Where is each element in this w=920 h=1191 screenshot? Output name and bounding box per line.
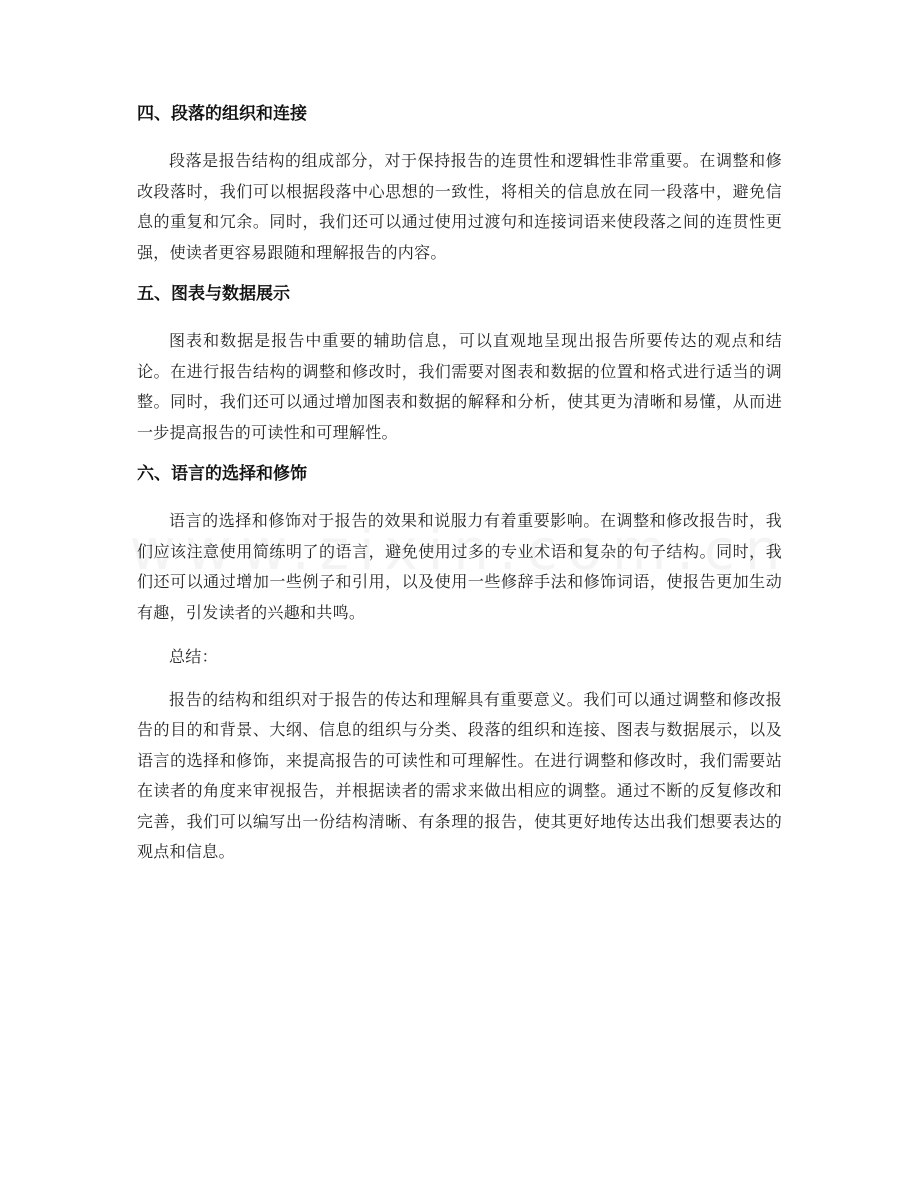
section-charts-data [137,282,782,448]
section-heading: 六、语言的选择和修饰 [137,464,307,484]
section-paragraph-organization [137,102,782,268]
document-page [137,102,782,882]
section-paragraph: 语言的选择和修饰对于报告的效果和说服力有着重要影响。在调整和修改报告时，我们应该注意使用简练明了的语言，避免使用过多的专业术语和复杂的句子结构。同时，我们还可以通过增加一些例子和引用，以及使用一些修辞手法和修饰词语，使报告更加生动有趣，引发读者的兴趣和共鸣。 [137,511,782,622]
section-heading: 五、图表与数据展示 [137,284,290,304]
summary-label: 总结： [169,647,218,666]
section-language [137,462,782,628]
section-paragraph: 图表和数据是报告中重要的辅助信息，可以直观地呈现出报告所要传达的观点和结论。在进行报告结构的调整和修改时，我们需要对图表和数据的位置和格式进行适当的调整。同时，我们还可以通过增加图表和数据的解释和分析，使其更为清晰和易懂，从而进一步提高报告的可读性和可理解性。 [137,331,782,442]
section-paragraph: 段落是报告结构的组成部分，对于保持报告的连贯性和逻辑性非常重要。在调整和修改段落时，我们可以根据段落中心思想的一致性，将相关的信息放在同一段落中，避免信息的重复和冗余。同时，我们还可以通过使用过渡句和连接词语来使段落之间的连贯性更强，使读者更容易跟随和理解报告的内容。 [137,151,782,262]
summary-paragraph: 报告的结构和组织对于报告的传达和理解具有重要意义。我们可以通过调整和修改报告的目的和背景、大纲、信息的组织与分类、段落的组织和连接、图表与数据展示，以及语言的选择和修饰，来提高报告的可读性和可理解性。在进行调整和修改时，我们需要站在读者的角度来审视报告，并根据读者的需求来做出相应的调整。通过不断的反复修改和完善，我们可以编写出一份结构清晰、有条理的报告，使其更好地传达出我们想要表达的观点和信息。 [137,689,782,861]
section-heading: 四、段落的组织和连接 [137,104,307,124]
